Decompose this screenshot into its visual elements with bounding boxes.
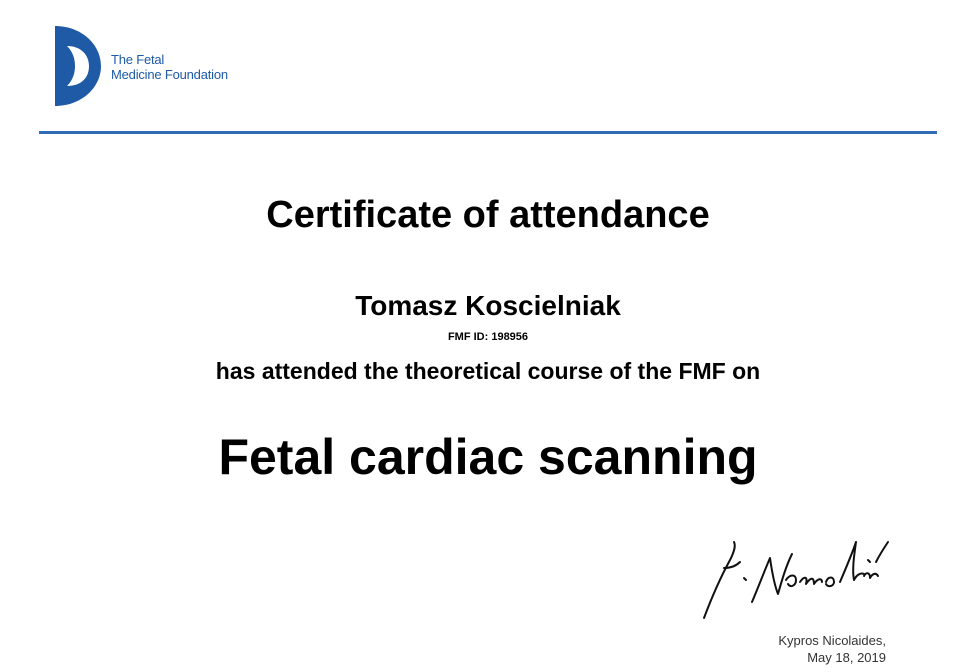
course-name: Fetal cardiac scanning (218, 429, 758, 485)
logo-line-1: The Fetal (111, 52, 165, 67)
signature-date: May 18, 2019 (807, 650, 886, 665)
fmf-id: FMF ID: 198956 (447, 331, 529, 343)
signature (700, 532, 890, 624)
certificate-title: Certificate of attendance (266, 194, 710, 236)
header-divider (39, 131, 937, 134)
logo-line-2: Medicine Foundation (111, 67, 228, 82)
logo-text (111, 52, 228, 82)
signer-block (778, 632, 886, 666)
fmf-logo (53, 26, 228, 106)
fmf-logo-icon (53, 26, 103, 106)
attendance-statement: has attended the theoretical course of the FMF on (215, 358, 761, 384)
signer-name: Kypros Nicolaides, (778, 633, 886, 648)
recipient-name: Tomasz Koscielniak (355, 290, 621, 321)
